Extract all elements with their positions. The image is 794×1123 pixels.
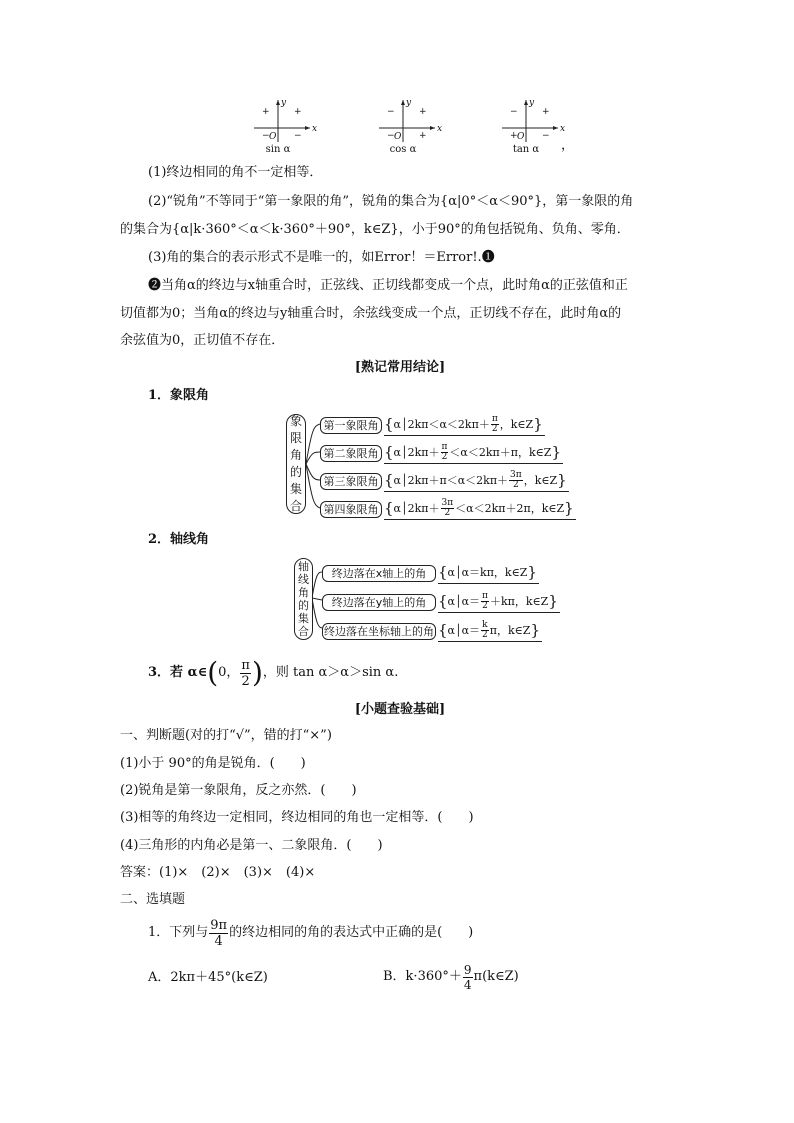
quadrant-set-4-frac-den: 2 [444,507,451,518]
quadrant-label-box-3: 第三象限角 [320,473,382,490]
graph-1-x-arrow [430,126,435,130]
note-4a: ❷当角α的终边与x轴重合时，正弦线、正切线都变成一个点，此时角α的正弦值和正 [148,278,628,293]
q1-frac-num: 9π [210,917,228,933]
quadrant-set-2-frac-num: π [441,441,448,452]
graph-1-y-arrow [401,100,405,105]
axial-set-2-fraction [481,592,489,611]
item3-frac-den: 2 [241,673,250,689]
graph-2-ylabel: y [529,98,535,108]
sign-graphs-svg [250,96,580,156]
optb-frac-den: 4 [463,977,472,992]
axial-set-3-frac-num: k [482,619,488,630]
quadrant-label-box-4: 第四象限角 [320,501,382,518]
quadrant-set-1-right: ，k∈Z [499,418,534,431]
quadrant-set-3-right: ，k∈Z [523,474,558,487]
graph-0-x-arrow [305,126,310,130]
quadrant-set-4-close-brace: } [564,499,574,517]
axial-set-2 [438,590,560,613]
graph-0-q1-sign: + [294,107,302,117]
item3-prefix: 3．若 α∈ [148,665,208,680]
section2-title: [小题查验基础] [354,702,446,717]
item1-title: 1．象限角 [148,388,210,403]
quadrant-set-4-right: ＜α＜2kπ＋2π，k∈Z [455,502,565,515]
graph-1-ylabel: y [406,98,412,108]
graph-1-q4-sign: + [419,131,427,141]
quadrant-set-3-close-brace: } [557,471,567,489]
note-1: (1)终边相同的角不一定相等． [148,165,323,180]
item3-frac-num: π [241,657,250,673]
axial-diagram [292,556,558,640]
graph-2-xlabel: x [560,124,566,134]
quadrant-set-3-open-brace: { [384,471,394,489]
question-1 [148,916,473,950]
quadrant-set-1-open-brace: { [384,415,394,433]
quadrant-set-1-fraction [491,415,499,434]
graph-2-origin: O [517,132,525,142]
item3 [148,658,398,688]
quadrant-group-box [286,414,306,514]
graph-1-q3-sign: − [387,131,395,141]
axial-set-2-open-brace: { [438,592,448,610]
option-a: A．2kπ＋45°(k∈Z) [148,970,268,985]
q1-frac-den: 4 [214,933,223,949]
graph-2-y-arrow [524,100,528,105]
axial-set-3-right: π，k∈Z [489,624,531,637]
quadrant-set-2-frac-den: 2 [441,451,448,462]
section1-title: [熟记常用结论] [354,360,446,375]
quadrant-set-1-frac-den: 2 [491,423,498,434]
graph-0-caption: sin α [265,144,291,155]
quadrant-set-2 [384,441,563,464]
quadrant-group-label: 象限角的集合 [290,414,303,513]
axial-group-label: 轴线角的集合 [298,560,309,638]
graph-1-q2-sign: − [387,107,395,117]
axial-set-3-close-brace: } [530,621,540,639]
graph-0-q2-sign: + [262,107,270,117]
sign-graphs [250,96,580,156]
graph-0-xlabel: x [312,124,318,134]
graph-0-q3-sign: − [262,131,270,141]
graph-trailing-comma: ， [561,138,575,153]
graph-0-y-arrow [276,100,280,105]
quadrant-set-2-fraction [441,443,449,462]
axial-set-1-left: α│α＝kπ，k∈Z [447,566,528,579]
quadrant-set-3-frac-num: 3π [510,469,522,480]
axial-set-3-open-brace: { [438,621,448,639]
judge-4: (4)三角形的内角必是第一、二象限角．( ) [120,838,383,853]
quadrant-set-2-open-brace: { [384,443,394,461]
judge-2: (2)锐角是第一象限角，反之亦然．( ) [120,783,357,798]
note-3: (3)角的集合的表示形式不是唯一的，如Error！＝Error!.❶ [148,250,495,265]
item2-title: 2．轴线角 [148,532,210,547]
axial-set-2-close-brace: } [548,592,558,610]
note-4b: 切值都为0；当角α的终边与y轴重合时，余弦线变成一个点，正切线不存在，此时角α的 [120,306,622,321]
optb-suffix: π(k∈Z) [473,969,519,984]
graph-2-x-arrow [553,126,558,130]
axial-set-3-fraction [481,621,489,640]
judge-1: (1)小于 90°的角是锐角．( ) [120,756,306,771]
graph-2-caption: tan α [512,144,540,155]
option-b [383,960,519,994]
item3-fraction [240,658,251,689]
optb-prefix: B．k·360°＋ [383,969,462,984]
q1-suffix: 的终边相同的角的表达式中正确的是( ) [229,925,474,940]
optb-frac-num: 9 [463,962,472,977]
quadrant-set-3 [384,469,569,492]
quadrant-set-3-left: α│2kπ＋π＜α＜2kπ＋ [393,474,509,487]
part1-title: 一、判断题(对的打“√”，错的打“×”) [120,728,332,743]
axial-set-2-frac-num: π [482,590,488,601]
quadrant-set-4 [384,497,576,520]
quadrant-diagram [284,408,574,520]
graph-1-q1-sign: + [419,107,427,117]
quadrant-set-1 [384,413,545,436]
graph-1-caption: cos α [389,144,417,155]
axial-label-box-1: 终边落在x轴上的角 [322,565,436,582]
note-4c: 余弦值为0，正切值不存在． [120,333,285,348]
item3-interval-left: 0， [218,665,240,680]
graph-0-ylabel: y [281,98,287,108]
quadrant-label-box-1: 第一象限角 [320,417,382,434]
quadrant-set-2-close-brace: } [551,443,561,461]
quadrant-set-1-left: α│2kπ＜α＜2kπ＋ [393,418,490,431]
part2-title: 二、选填题 [120,892,186,907]
axial-label-box-3: 终边落在坐标轴上的角 [324,625,434,638]
optb-fraction [463,963,473,992]
graph-2-q2-sign: − [510,107,518,117]
axial-set-2-right: ＋kπ，k∈Z [489,595,549,608]
graph-0-q4-sign: − [294,131,302,141]
graph-2-q4-sign: − [542,131,550,141]
item3-suffix: ，则 tan α＞α＞sin α. [262,665,399,680]
axial-set-3-frac-den: 2 [482,629,488,640]
quadrant-label-box-2: 第二象限角 [320,445,382,462]
axial-set-1-open-brace: { [438,563,448,581]
axial-set-1-close-brace: } [527,563,537,581]
axial-set-2-frac-den: 2 [482,600,488,611]
quadrant-set-4-left: α│2kπ＋ [393,502,440,515]
graph-0-origin: O [269,132,277,142]
quadrant-set-1-frac-num: π [491,413,498,424]
axial-label-box-2: 终边落在y轴上的角 [322,594,436,611]
axial-group-box [294,558,313,640]
judge-3: (3)相等的角终边一定相同，终边相同的角也一定相等．( ) [120,810,474,825]
quadrant-set-3-frac-den: 2 [513,479,519,490]
axial-set-3 [438,619,542,642]
item3-left-paren: ( [207,656,219,689]
q1-fraction [209,918,228,949]
quadrant-set-4-frac-num: 3π [441,497,454,508]
axial-set-1 [438,561,539,584]
quadrant-set-2-right: ＜α＜2kπ＋π，k∈Z [449,446,552,459]
quadrant-set-4-fraction [441,499,455,518]
axial-set-3-left: α│α＝ [447,624,481,637]
graph-1-xlabel: x [437,124,443,134]
note-2a: (2)“锐角”不等同于“第一象限的角”，锐角的集合为{α|0°＜α＜90°}，第一象限的角 [148,194,634,209]
graph-2-q3-sign: + [510,131,518,141]
note-2b: 的集合为{α|k·360°＜α＜k·360°＋90°，k∈Z}，小于90°的角包括锐角、负角、零角． [120,222,630,237]
q1-prefix: 1．下列与 [148,925,209,940]
item3-right-paren: ) [251,656,263,689]
quadrant-set-1-close-brace: } [533,415,543,433]
quadrant-set-4-open-brace: { [384,499,394,517]
axial-set-2-left: α│α＝ [447,595,481,608]
answer: 答案：(1)× (2)× (3)× (4)× [120,865,316,880]
graph-1-origin: O [394,132,402,142]
quadrant-set-2-left: α│2kπ＋ [393,446,440,459]
graph-2-q1-sign: + [542,107,550,117]
quadrant-set-3-fraction [509,471,523,490]
